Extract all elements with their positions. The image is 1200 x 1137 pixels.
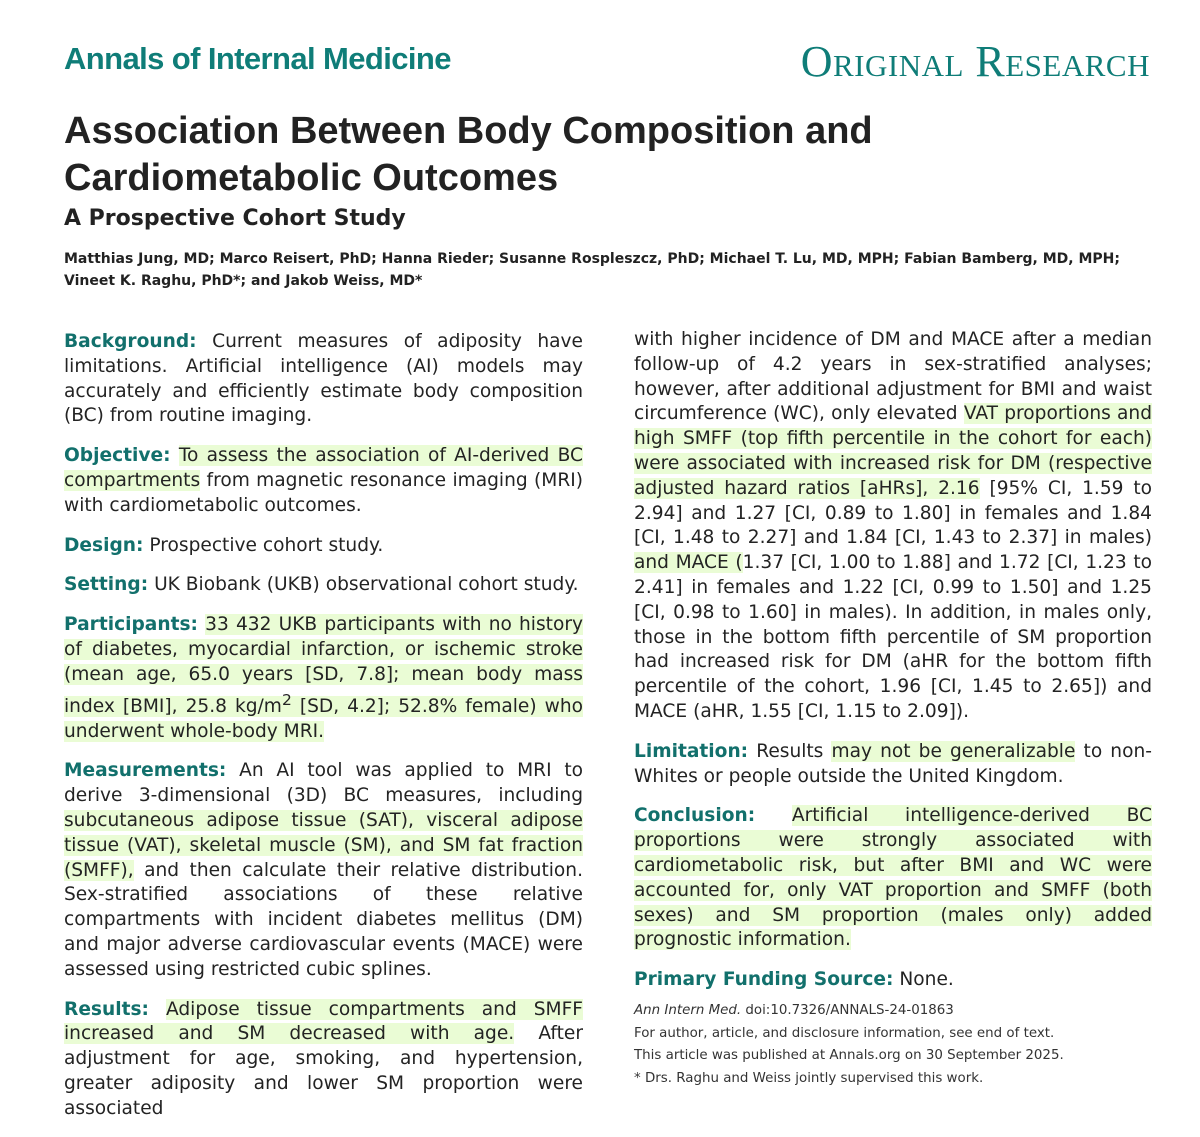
results-text-4: 1.37 [CI, 1.00 to 1.88] and 1.72 [CI, 1.23 to 2.41] in females and 1.22 [CI, 0.99 to 1.50] and 1.25 [CI, 0.98 to 1.60] in males). In addition, in males only, those in the bottom fifth percentile of SM proportion had increased risk for DM (aHR for the bottom fifth percentile of the cohort, 1.96 [CI, 1.45 to 2.65]) and MACE (aHR, 1.55 [CI, 1.15 to 2.09]). — [634, 552, 1152, 722]
abstract-objective — [64, 444, 583, 518]
doi: doi:10.7326/ANNALS-24-01863 — [745, 1003, 954, 1018]
abstract-conclusion — [634, 804, 1152, 953]
article-title: Association Between Body Composition and Cardiometabolic Outcomes — [64, 110, 873, 199]
citation-line — [634, 1000, 1154, 1023]
participants-label: Participants: — [64, 614, 198, 636]
results-highlight-2: VAT proportions and high SMFF (top fifth percentile in the cohort for each) were associated with increased risk for DM (respective adjusted hazard ratios [aHRs], 2.16 — [634, 403, 1152, 499]
results-highlight: Adipose tissue compartments and SMFF increased and SM decreased with age. — [64, 998, 583, 1045]
units-superscript: 2 — [281, 690, 292, 709]
measurements-highlight: subcutaneous adipose tissue (SAT), visceral adipose tissue (VAT), skeletal muscle (SM), and SM fat fraction (SMFF), — [64, 809, 583, 881]
abstract-design — [64, 534, 583, 559]
abstract-left-column — [64, 330, 583, 1137]
limitation-text-2: to non-Whites or people outside the United Kingdom. — [634, 740, 1152, 787]
objective-highlight: To assess the association of AI-derived BC compartments — [64, 445, 583, 491]
abstract-background — [64, 330, 583, 429]
measurements-label: Measurements: — [64, 760, 227, 782]
participants-highlight-text-2: [SD, 4.2]; 52.8% female) who underwent whole-body MRI. — [64, 695, 583, 742]
article-footer — [634, 1000, 1154, 1090]
objective-label: Objective: — [64, 445, 171, 467]
results-text: After adjustment for age, smoking, and hypertension, greater adiposity and lower SM proportion were associated — [64, 1023, 583, 1119]
conclusion-label: Conclusion: — [634, 805, 756, 827]
results-text-2: with higher incidence of DM and MACE after a median follow-up of 4.2 years in sex-stratified analyses; however, after additional adjustment for BMI and waist circumference (WC), only elevated — [634, 329, 1152, 425]
abstract-setting — [64, 573, 583, 598]
participants-highlight-text: 33 432 UKB participants with no history of diabetes, myocardial infarction, or ischemic stroke (mean age, 65.0 years [SD, 7.8]; mean body mass index [BMI], 25.8 kg/m — [64, 614, 583, 717]
measurements-text-2: and then calculate their relative distribution. Sex-stratified associations of these relative compartments with incident diabetes mellitus (DM) and major adverse cardiovascular events (MACE) were assessed using restricted cubic splines. — [64, 859, 583, 980]
author-info-note: For author, article, and disclosure information, see end of text. — [634, 1025, 1055, 1041]
abstract-results-continued — [634, 328, 1152, 725]
publication-date-note: This article was published at Annals.org on 30 September 2025. — [634, 1048, 1064, 1064]
limitation-text: Results — [756, 740, 824, 762]
setting-text: UK Biobank (UKB) observational cohort study. — [154, 574, 579, 596]
journal-name: Annals of Internal Medicine — [64, 41, 451, 76]
conclusion-highlight: Artificial intelligence-derived BC proportions were strongly associated with cardiometabolic risk, but after BMI and WC were accounted for, only VAT proportion and SMFF (both sexes) and SM proportion (males only) added prognostic information. — [634, 805, 1152, 951]
results-label: Results: — [64, 998, 149, 1020]
journal-abbreviation: Ann Intern Med. — [634, 1003, 742, 1018]
design-label: Design: — [64, 534, 144, 556]
limitation-highlight: may not be generalizable — [831, 740, 1076, 762]
funding-label: Primary Funding Source: — [634, 969, 894, 991]
section-type: Original Research — [800, 37, 1150, 86]
abstract-limitation — [634, 740, 1152, 790]
supervision-note: * Drs. Raghu and Weiss jointly supervised this work. — [634, 1070, 984, 1086]
setting-label: Setting: — [64, 574, 149, 596]
background-text: Current measures of adiposity have limitations. Artificial intelligence (AI) models may accurately and efficiently estimate body composition (BC) from routine imaging. — [64, 331, 583, 427]
background-label: Background: — [64, 331, 197, 352]
objective-text: from magnetic resonance imaging (MRI) with cardiometabolic outcomes. — [64, 469, 583, 516]
design-text: Prospective cohort study. — [149, 534, 384, 556]
limitation-label: Limitation: — [634, 740, 749, 762]
abstract-funding — [634, 968, 1152, 993]
results-text-3: [95% CI, 1.59 to 2.94] and 1.27 [CI, 0.89 to 1.80] in females and 1.84 [CI, 1.48 to 2.27] and 1.84 [CI, 1.43 to 2.37] in males) — [634, 477, 1153, 549]
article-subtitle: A Prospective Cohort Study — [64, 206, 406, 231]
abstract-participants — [64, 613, 583, 744]
author-list: Matthias Jung, MD; Marco Reisert, PhD; Hanna Rieder; Susanne Rospleszcz, PhD; Michael T. Lu, MD, MPH; Fabian Bamberg, MD, MPH; Vineet K. Raghu, PhD*; and Jakob Weiss, MD* — [64, 251, 1120, 289]
abstract-results — [64, 998, 583, 1122]
results-highlight-3: and MACE ( — [634, 552, 743, 574]
abstract-right-column — [634, 328, 1152, 1008]
abstract-measurements — [64, 759, 583, 982]
funding-text: None. — [899, 969, 954, 991]
measurements-text: An AI tool was applied to MRI to derive 3-dimensional (3D) BC measures, including — [64, 760, 583, 807]
